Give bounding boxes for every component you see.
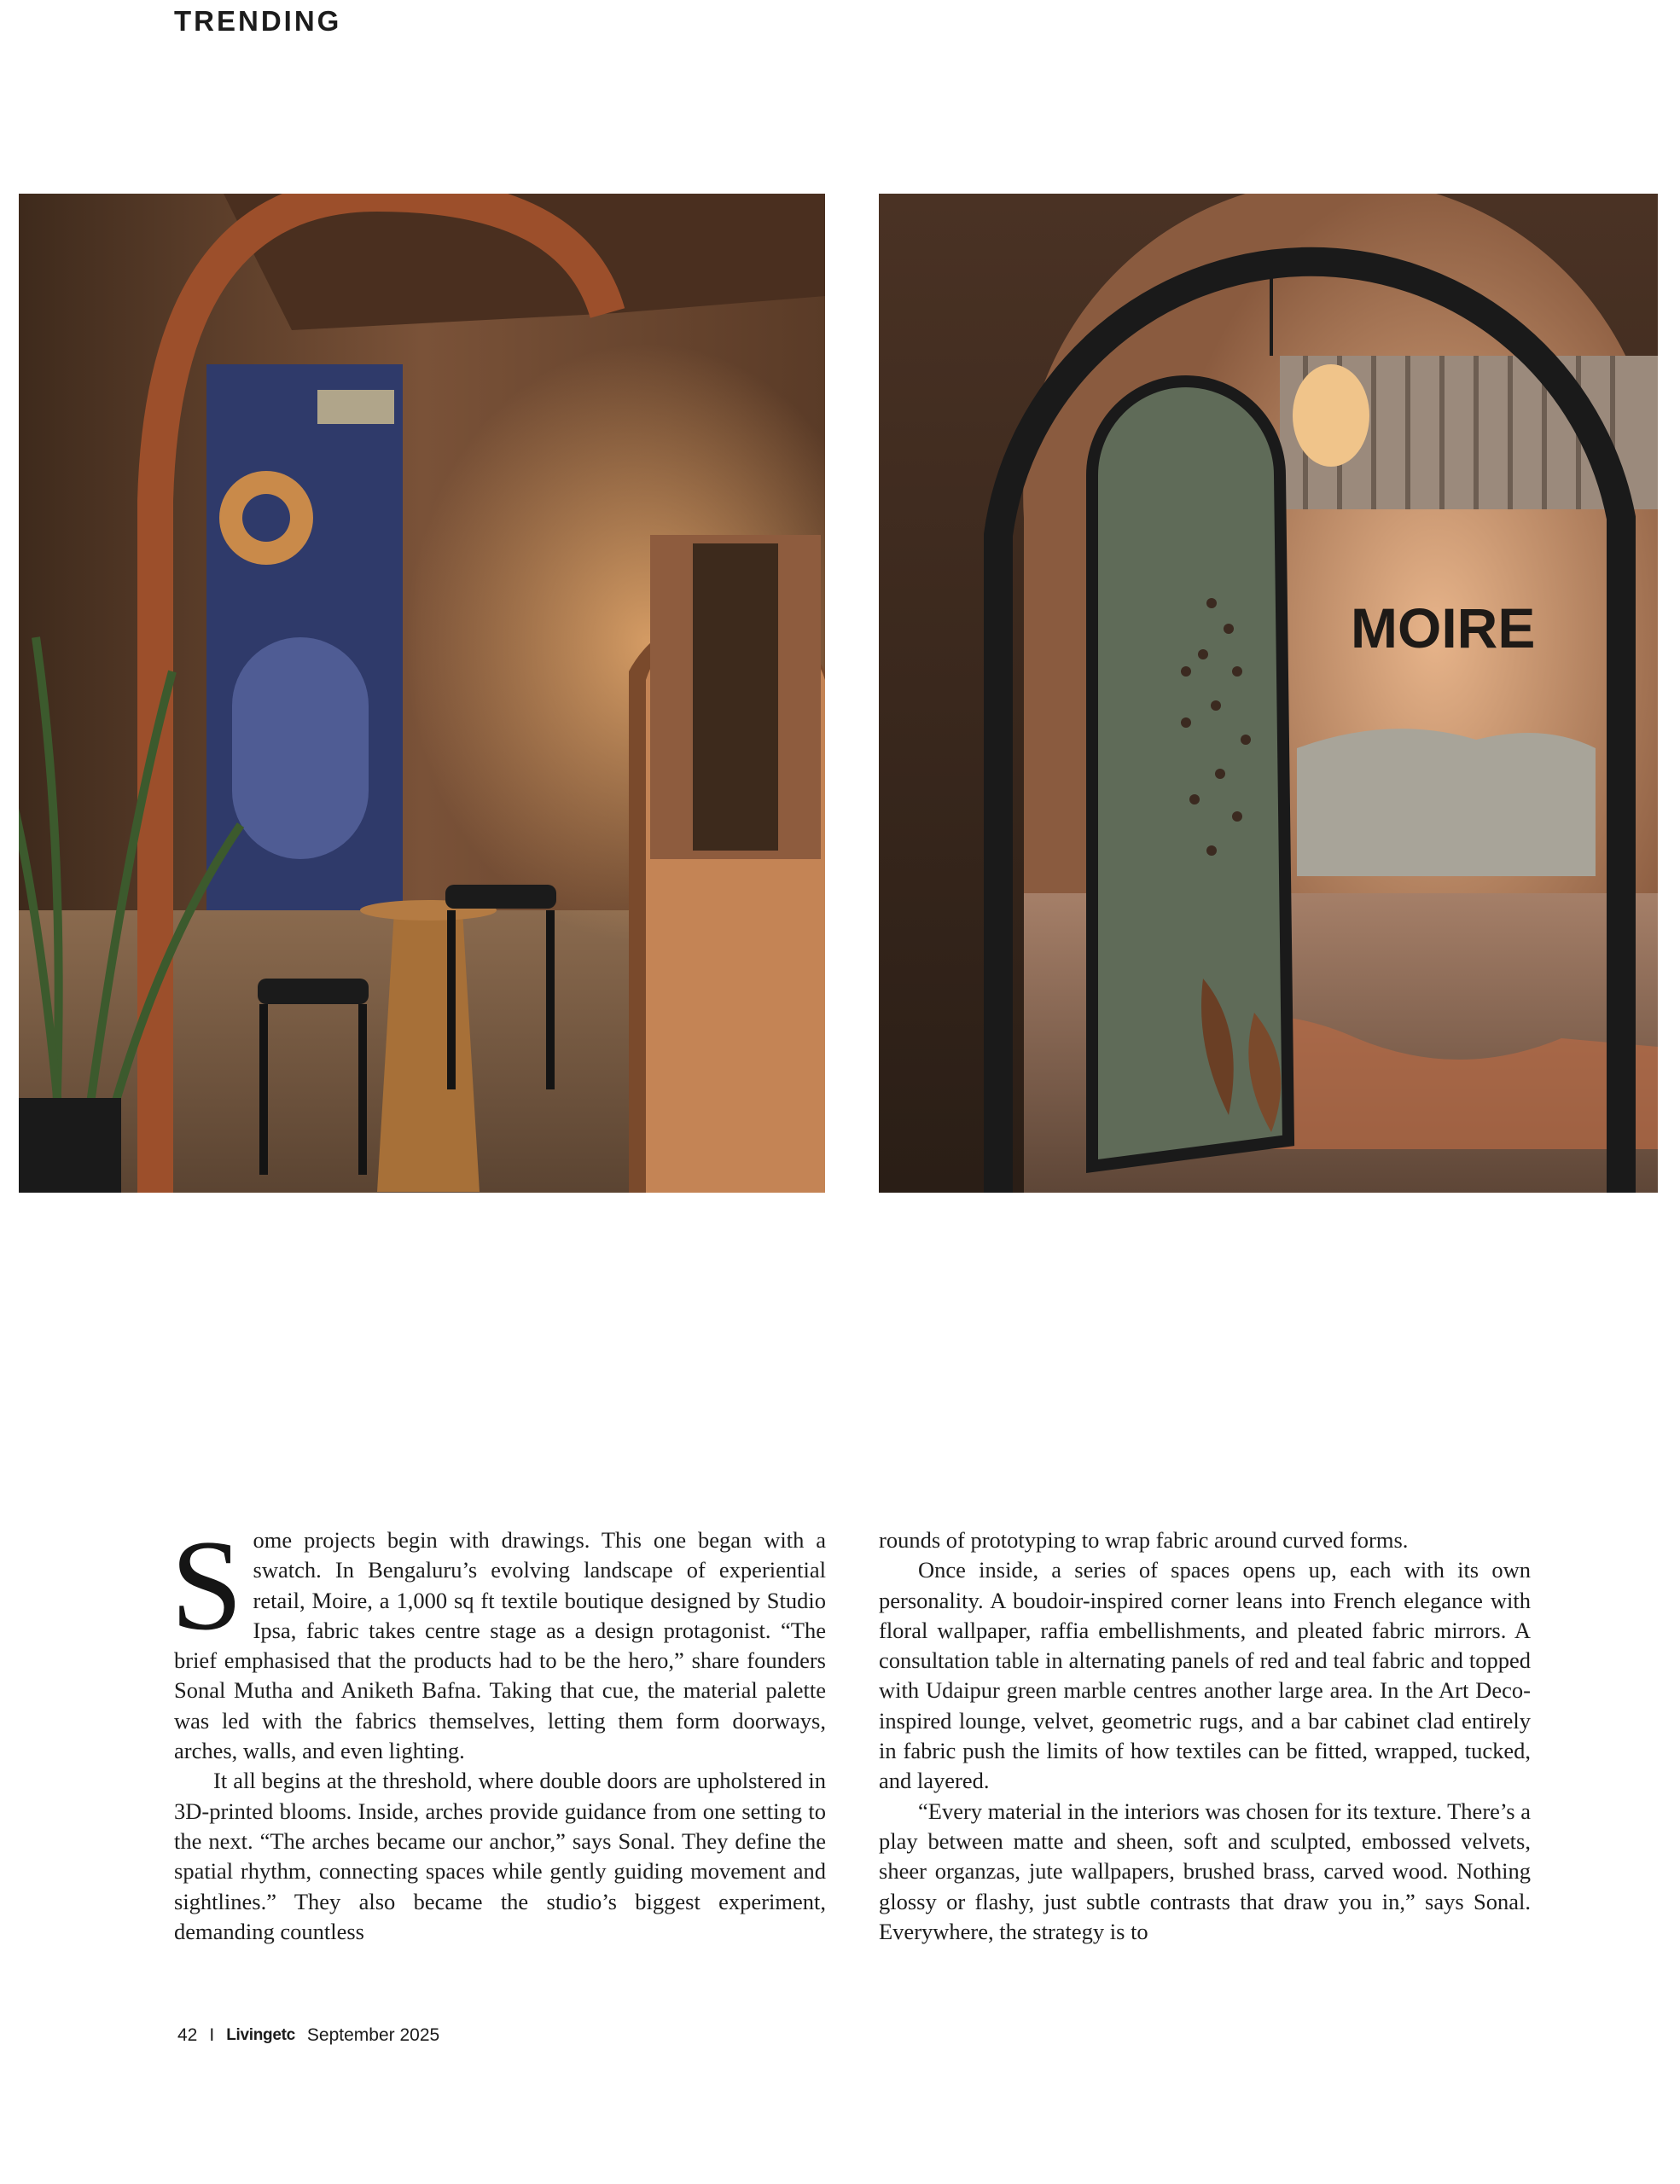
article-column-left: [171, 1513, 826, 1947]
moire-sign: MOIRE: [1351, 596, 1536, 659]
article-paragraph-2: It all begins at the threshold, where double doors are upholstered in 3D-printed blooms. Inside, arches provide guidance from one setting to the next. “The arches became our anchor,” says Sonal. They define the spatial rhythm, connecting spaces while gently guiding movement and sightlines.” They also became the studio’s biggest experiment, demanding countless: [174, 1768, 826, 1944]
article-paragraph-4: “Every material in the interiors was chosen for its texture. There’s a play between matte and sheen, soft and sculpted, embossed velvets, sheer organzas, jute wallpapers, brushed brass, carved wood. Nothing glossy or flashy, just subtle contrasts that draw you in,” says Sonal. Everywhere, the strategy is to: [879, 1798, 1531, 1944]
photo-lounge-bar: [19, 194, 825, 1193]
paragraph-1-text: ome projects begin with drawings. This one began with a swatch. In Bengaluru’s evolving landscape of experiential retail, Moire, a 1,000 sq ft textile boutique designed by Studio Ipsa, fabric takes centre stage as a design protagonist. “The brief emphasised that the products had to be the hero,” share founders Sonal Mutha and Aniketh Bafna. Taking that cue, the material palette was led with the fabrics themselves, letting them form doorways, arches, walls, and even lighting.: [174, 1527, 826, 1764]
section-label: TRENDING: [174, 5, 342, 37]
photo-moire-door: [879, 194, 1658, 1193]
article-column-right: [879, 1525, 1531, 1947]
article-paragraph-3: Once inside, a series of spaces opens up, each with its own personality. A boudoir-inspired corner leans into French elegance with floral wallpaper, raffia embellishments, and pleated fabric mirrors. A consultation table in alternating panels of red and teal fabric and topped with Udaipur green marble centres another large area. In the Art Deco-inspired lounge, velvet, geometric rugs, and a bar cabinet clad entirely in fabric push the limits of how textiles can be fitted, wrapped, tucked, and layered.: [879, 1557, 1531, 1794]
moire-door-illustration: [879, 194, 1658, 1193]
lounge-bar-illustration: [19, 194, 825, 1193]
magazine-brand: Livingetc: [226, 2026, 295, 2044]
article-paragraph-2-continued: rounds of prototyping to wrap fabric around curved forms.: [879, 1527, 1409, 1553]
page-footer: [177, 2025, 439, 2046]
footer-separator: I: [209, 2025, 215, 2045]
article-paragraph-1: [171, 1513, 826, 1766]
drop-cap: S: [171, 1513, 243, 1657]
issue-date: September 2025: [306, 2025, 440, 2045]
page-number: 42: [177, 2025, 198, 2045]
